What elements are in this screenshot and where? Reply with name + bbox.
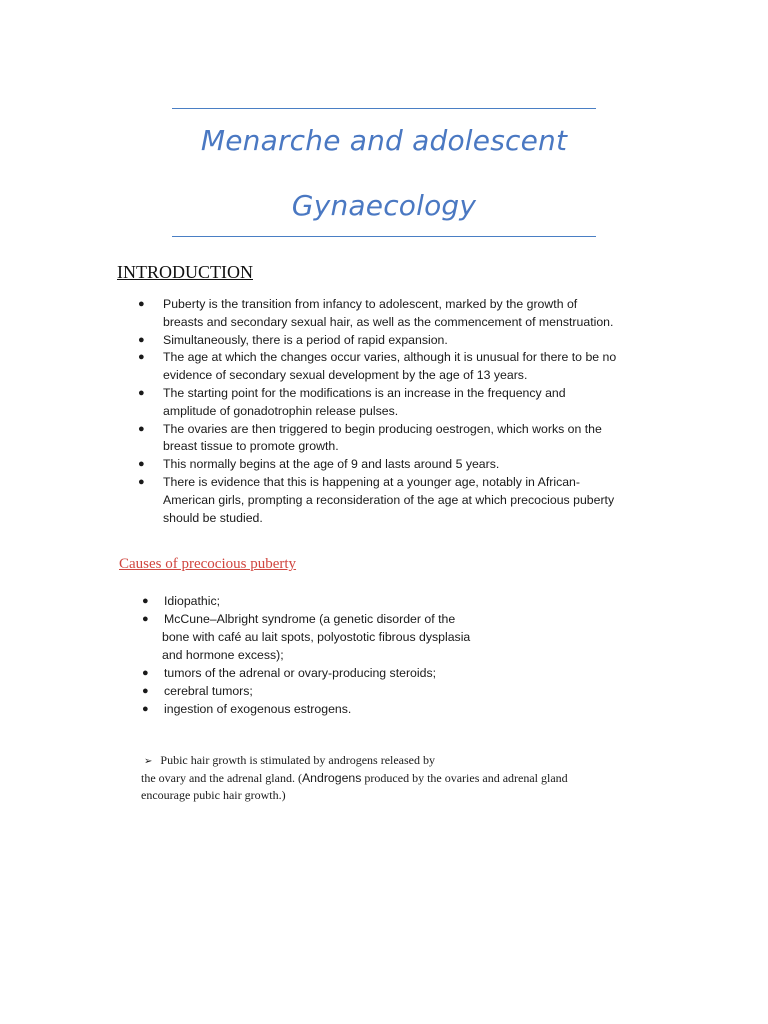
intro-item-line: The starting point for the modifications is an increase in the frequency and — [163, 385, 566, 400]
bullet-icon: ● — [138, 458, 145, 471]
introduction-bullet-list — [138, 296, 658, 527]
causes-list-item — [142, 682, 542, 700]
intro-item-line: amplitude of gonadotrophin release pulses. — [163, 403, 399, 418]
intro-item-line: breasts and secondary sexual hair, as well as the commencement of menstruation. — [163, 314, 614, 329]
bullet-icon: ● — [142, 667, 149, 679]
intro-list-item — [138, 385, 658, 421]
causes-list-item — [142, 610, 542, 628]
intro-item-line: The ovaries are then triggered to begin producing oestrogen, which works on the — [163, 421, 602, 436]
intro-list-item — [138, 456, 658, 474]
causes-item-text: and hormone excess); — [162, 648, 284, 662]
document-title-line-1: Menarche and adolescent — [200, 124, 568, 157]
intro-list-item — [138, 349, 658, 385]
causes-heading: Causes of precocious puberty — [119, 556, 297, 572]
intro-list-item — [138, 332, 658, 350]
note-line-2: the ovary and the adrenal gland. (Androgens produced by the ovaries and adrenal gland — [141, 771, 568, 785]
bullet-icon: ● — [138, 298, 145, 310]
introduction-heading: INTRODUCTION — [117, 262, 253, 282]
causes-item-text: bone with café au lait spots, polyostotic fibrous dysplasia — [162, 630, 471, 644]
pubic-hair-note — [141, 752, 611, 804]
bullet-icon: ● — [142, 685, 149, 697]
causes-item-text: tumors of the adrenal or ovary-producing steroids; — [164, 666, 437, 680]
intro-list-item — [138, 296, 658, 332]
intro-item-line: This normally begins at the age of 9 and lasts around 5 years. — [163, 457, 500, 472]
intro-item-line: should be studied. — [163, 510, 263, 525]
bullet-icon: ● — [138, 475, 145, 488]
intro-item-line: There is evidence that this is happening at a younger age, notably in African- — [163, 474, 580, 489]
intro-item-line: breast tissue to promote growth. — [163, 439, 339, 454]
bullet-icon: ● — [138, 333, 145, 346]
bullet-icon: ● — [138, 351, 145, 364]
causes-list-item — [142, 628, 542, 646]
causes-list-item — [142, 592, 542, 610]
note-line-3: encourage pubic hair growth.) — [141, 788, 286, 802]
arrow-bullet-icon: ➢ — [144, 756, 153, 767]
causes-item-text: ingestion of exogenous estrogens. — [164, 702, 352, 716]
causes-bullet-list — [142, 592, 542, 718]
document-title-line-2: Gynaecology — [291, 189, 477, 222]
causes-list-item — [142, 700, 542, 718]
intro-item-line: American girls, prompting a reconsideration of the age at which precocious puberty — [163, 492, 615, 507]
causes-item-text: cerebral tumors; — [164, 684, 253, 698]
note-line-1: ➢ Pubic hair growth is stimulated by androgens released by — [144, 753, 435, 767]
intro-list-item — [138, 421, 658, 457]
title-top-rule — [172, 108, 596, 109]
intro-item-line: evidence of secondary sexual development by the age of 13 years. — [163, 368, 528, 383]
bullet-icon: ● — [142, 613, 149, 625]
intro-list-item — [138, 474, 658, 527]
bullet-icon: ● — [142, 703, 149, 715]
androgens-term: Androgens — [301, 771, 362, 785]
bullet-icon: ● — [138, 386, 145, 399]
bullet-icon: ● — [142, 595, 149, 607]
title-bottom-rule — [172, 236, 596, 237]
intro-item-line: Puberty is the transition from infancy to adolescent, marked by the growth of — [163, 297, 578, 311]
intro-item-line: Simultaneously, there is a period of rapid expansion. — [163, 332, 448, 347]
causes-item-text: Idiopathic; — [164, 594, 221, 608]
causes-item-text: McCune–Albright syndrome (a genetic disorder of the — [164, 612, 456, 626]
bullet-icon: ● — [138, 422, 145, 435]
causes-list-item — [142, 664, 542, 682]
intro-item-line: The age at which the changes occur varies, although it is unusual for there to be no — [163, 350, 617, 365]
causes-list-item — [142, 646, 542, 664]
